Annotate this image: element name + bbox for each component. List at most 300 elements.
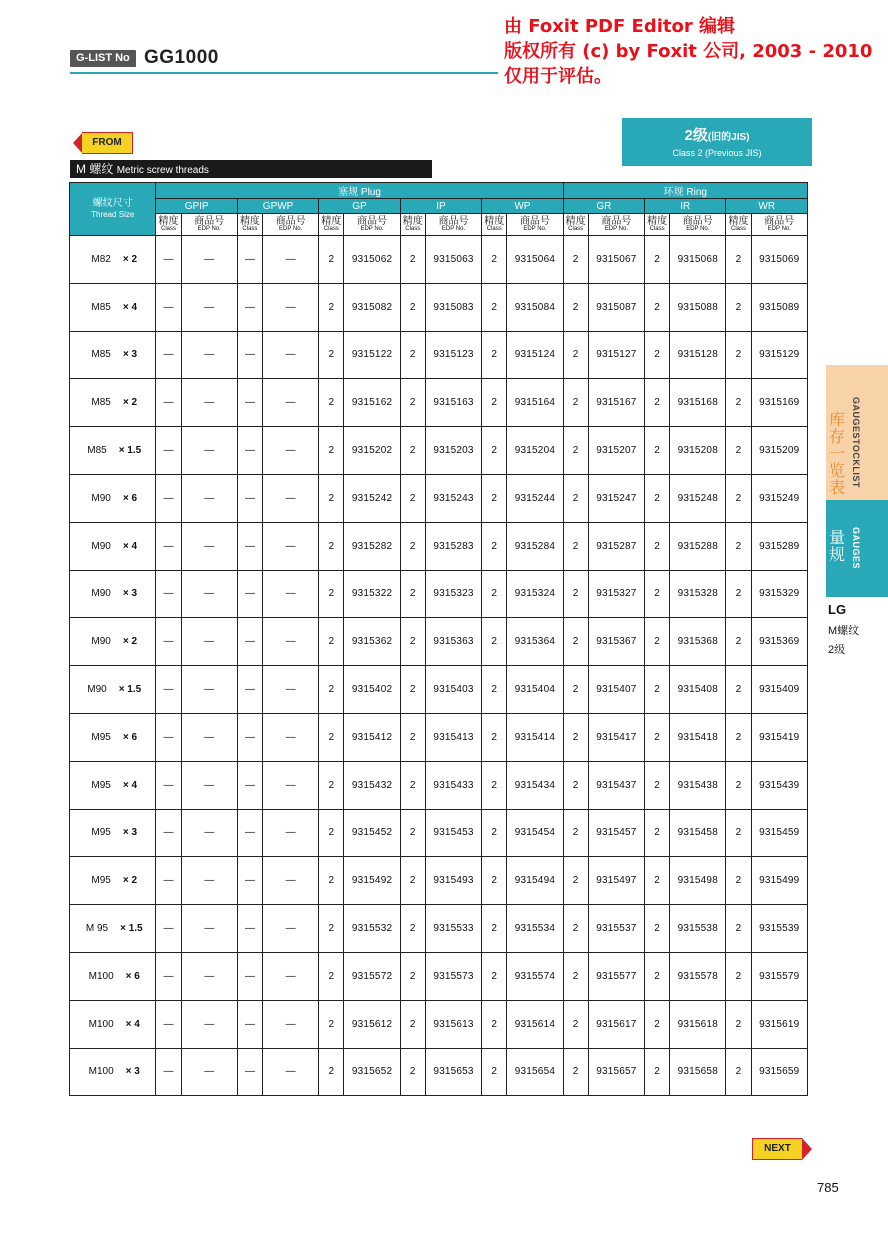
class-cell: 2 xyxy=(319,379,344,427)
class-cell: 2 xyxy=(563,761,588,809)
watermark xyxy=(504,14,872,89)
edp-col-header: 商品号 EDP No. xyxy=(751,214,807,236)
class-cell: 2 xyxy=(400,474,425,522)
edp-cell: 9315659 xyxy=(751,1048,807,1096)
edp-cell: 9315087 xyxy=(588,283,644,331)
empty-cell: — xyxy=(181,809,237,857)
watermark-line1: 由 Foxit PDF Editor 编辑 xyxy=(504,16,736,37)
edp-col-header: 商品号 EDP No. xyxy=(344,214,400,236)
class-cell: 2 xyxy=(563,857,588,905)
edp-cell: 9315129 xyxy=(751,331,807,379)
table-row xyxy=(70,1000,808,1048)
class-cell: 2 xyxy=(482,474,507,522)
class-cell: 2 xyxy=(400,1048,425,1096)
empty-cell: — xyxy=(156,618,181,666)
class-col-header: 精度 Class xyxy=(237,214,262,236)
class-cell: 2 xyxy=(319,905,344,953)
thread-size-cell: M100 × 3 xyxy=(70,1048,156,1096)
empty-cell: — xyxy=(263,283,319,331)
edp-cell: 9315362 xyxy=(344,618,400,666)
empty-cell: — xyxy=(237,666,262,714)
edp-cell: 9315494 xyxy=(507,857,563,905)
table-row xyxy=(70,379,808,427)
class-cell: 2 xyxy=(563,809,588,857)
edp-cell: 9315088 xyxy=(670,283,726,331)
watermark-line3: 仅用于评估。 xyxy=(504,66,612,87)
class-cell: 2 xyxy=(645,283,670,331)
lg-sub-class: 2级 xyxy=(828,644,846,656)
edp-cell: 9315658 xyxy=(670,1048,726,1096)
edp-cell: 9315084 xyxy=(507,283,563,331)
class-cell: 2 xyxy=(319,857,344,905)
side-tab-stock-list-en: GAUGESTOCKLIST xyxy=(851,397,861,488)
class-cell: 2 xyxy=(482,331,507,379)
class-cell: 2 xyxy=(645,427,670,475)
class-cell: 2 xyxy=(482,379,507,427)
edp-cell: 9315064 xyxy=(507,236,563,284)
edp-cell: 9315493 xyxy=(425,857,481,905)
empty-cell: — xyxy=(237,331,262,379)
class-cell: 2 xyxy=(400,761,425,809)
edp-cell: 9315459 xyxy=(751,809,807,857)
empty-cell: — xyxy=(156,427,181,475)
empty-cell: — xyxy=(181,236,237,284)
empty-cell: — xyxy=(156,952,181,1000)
class-cell: 2 xyxy=(645,331,670,379)
empty-cell: — xyxy=(181,1000,237,1048)
edp-cell: 9315579 xyxy=(751,952,807,1000)
class-cell: 2 xyxy=(319,283,344,331)
edp-col-header: 商品号 EDP No. xyxy=(670,214,726,236)
thread-size-cell: M85 × 3 xyxy=(70,331,156,379)
class-cell: 2 xyxy=(563,236,588,284)
edp-cell: 9315368 xyxy=(670,618,726,666)
edp-cell: 9315404 xyxy=(507,666,563,714)
class-cell: 2 xyxy=(645,761,670,809)
empty-cell: — xyxy=(237,1000,262,1048)
page-number: 785 xyxy=(817,1180,839,1195)
edp-cell: 9315327 xyxy=(588,570,644,618)
next-button-label: NEXT xyxy=(752,1138,802,1160)
class-cell: 2 xyxy=(563,474,588,522)
class-cell: 2 xyxy=(726,379,751,427)
class-cell: 2 xyxy=(726,809,751,857)
edp-cell: 9315439 xyxy=(751,761,807,809)
edp-cell: 9315619 xyxy=(751,1000,807,1048)
empty-cell: — xyxy=(181,905,237,953)
class-cell: 2 xyxy=(726,331,751,379)
class-col-header: 精度 Class xyxy=(156,214,181,236)
edp-cell: 9315454 xyxy=(507,809,563,857)
class-col-header: 精度 Class xyxy=(319,214,344,236)
class-cell: 2 xyxy=(645,618,670,666)
thread-size-cell: M90 × 6 xyxy=(70,474,156,522)
empty-cell: — xyxy=(156,905,181,953)
edp-cell: 9315242 xyxy=(344,474,400,522)
empty-cell: — xyxy=(181,1048,237,1096)
class-cell: 2 xyxy=(645,905,670,953)
class-cell: 2 xyxy=(726,1048,751,1096)
edp-cell: 9315127 xyxy=(588,331,644,379)
side-tab-gauges-cn: 量规 xyxy=(829,530,846,564)
edp-cell: 9315068 xyxy=(670,236,726,284)
edp-cell: 9315164 xyxy=(507,379,563,427)
class-cell: 2 xyxy=(400,283,425,331)
edp-cell: 9315433 xyxy=(425,761,481,809)
class-cell: 2 xyxy=(400,713,425,761)
class-cell: 2 xyxy=(400,809,425,857)
edp-cell: 9315534 xyxy=(507,905,563,953)
thread-size-cell: M85 × 4 xyxy=(70,283,156,331)
thread-size-header: 螺纹尺寸 Thread Size xyxy=(70,183,156,236)
edp-cell: 9315329 xyxy=(751,570,807,618)
table-row xyxy=(70,809,808,857)
edp-cell: 9315457 xyxy=(588,809,644,857)
edp-cell: 9315539 xyxy=(751,905,807,953)
class-cell: 2 xyxy=(726,427,751,475)
edp-cell: 9315432 xyxy=(344,761,400,809)
empty-cell: — xyxy=(181,474,237,522)
table-row xyxy=(70,1048,808,1096)
class-cell: 2 xyxy=(645,379,670,427)
edp-cell: 9315614 xyxy=(507,1000,563,1048)
empty-cell: — xyxy=(237,570,262,618)
class-cell: 2 xyxy=(319,618,344,666)
edp-cell: 9315168 xyxy=(670,379,726,427)
class-cell: 2 xyxy=(482,1048,507,1096)
class-cell: 2 xyxy=(400,522,425,570)
class-cell: 2 xyxy=(319,666,344,714)
class-col-header: 精度 Class xyxy=(645,214,670,236)
table-row xyxy=(70,618,808,666)
class-cell: 2 xyxy=(645,713,670,761)
type-header-wp: WP xyxy=(482,199,563,214)
edp-cell: 9315657 xyxy=(588,1048,644,1096)
edp-cell: 9315537 xyxy=(588,905,644,953)
section-title xyxy=(70,160,432,178)
class-cell: 2 xyxy=(400,952,425,1000)
class-cell: 2 xyxy=(726,474,751,522)
edp-cell: 9315578 xyxy=(670,952,726,1000)
empty-cell: — xyxy=(263,713,319,761)
class-cell: 2 xyxy=(400,331,425,379)
table-row xyxy=(70,905,808,953)
thread-size-cell: M90 × 2 xyxy=(70,618,156,666)
empty-cell: — xyxy=(156,666,181,714)
empty-cell: — xyxy=(181,331,237,379)
from-button[interactable] xyxy=(73,132,133,154)
class-cell: 2 xyxy=(726,522,751,570)
edp-cell: 9315532 xyxy=(344,905,400,953)
edp-cell: 9315499 xyxy=(751,857,807,905)
class-cell: 2 xyxy=(726,236,751,284)
edp-cell: 9315434 xyxy=(507,761,563,809)
class-main: 2级 xyxy=(684,127,708,144)
edp-cell: 9315089 xyxy=(751,283,807,331)
table-row xyxy=(70,427,808,475)
edp-cell: 9315453 xyxy=(425,809,481,857)
class-sub: Class 2 (Previous JIS) xyxy=(672,148,762,158)
class-cell: 2 xyxy=(482,427,507,475)
empty-cell: — xyxy=(181,379,237,427)
edp-cell: 9315207 xyxy=(588,427,644,475)
class-col-header: 精度 Class xyxy=(400,214,425,236)
class-cell: 2 xyxy=(319,952,344,1000)
empty-cell: — xyxy=(181,713,237,761)
class-main-paren: (旧的JIS) xyxy=(707,132,750,143)
type-header-wr: WR xyxy=(726,199,808,214)
edp-cell: 9315402 xyxy=(344,666,400,714)
edp-cell: 9315617 xyxy=(588,1000,644,1048)
edp-cell: 9315284 xyxy=(507,522,563,570)
glist-label: G-LIST No xyxy=(70,50,136,67)
edp-cell: 9315573 xyxy=(425,952,481,1000)
class-badge xyxy=(622,118,812,166)
edp-cell: 9315408 xyxy=(670,666,726,714)
empty-cell: — xyxy=(237,905,262,953)
type-header-gp: GP xyxy=(319,199,400,214)
edp-cell: 9315367 xyxy=(588,618,644,666)
table-row xyxy=(70,283,808,331)
glist-number: GG1000 xyxy=(144,47,219,68)
from-button-label: FROM xyxy=(82,132,133,154)
table-row xyxy=(70,761,808,809)
class-cell: 2 xyxy=(319,809,344,857)
class-cell: 2 xyxy=(726,713,751,761)
empty-cell: — xyxy=(237,809,262,857)
class-cell: 2 xyxy=(319,331,344,379)
table-row xyxy=(70,236,808,284)
class-cell: 2 xyxy=(482,522,507,570)
edp-cell: 9315322 xyxy=(344,570,400,618)
class-cell: 2 xyxy=(482,952,507,1000)
watermark-line2: 版权所有 (c) by Foxit 公司, 2003 - 2010 xyxy=(504,41,873,62)
empty-cell: — xyxy=(181,618,237,666)
class-cell: 2 xyxy=(726,952,751,1000)
empty-cell: — xyxy=(156,283,181,331)
empty-cell: — xyxy=(237,236,262,284)
thread-size-cell: M90 × 4 xyxy=(70,522,156,570)
class-cell: 2 xyxy=(400,1000,425,1048)
class-cell: 2 xyxy=(645,522,670,570)
empty-cell: — xyxy=(237,761,262,809)
thread-size-cell: M100 × 6 xyxy=(70,952,156,1000)
edp-cell: 9315492 xyxy=(344,857,400,905)
edp-cell: 9315418 xyxy=(670,713,726,761)
empty-cell: — xyxy=(263,427,319,475)
edp-cell: 9315612 xyxy=(344,1000,400,1048)
next-button[interactable] xyxy=(752,1138,814,1160)
class-cell: 2 xyxy=(645,809,670,857)
class-cell: 2 xyxy=(726,283,751,331)
edp-cell: 9315613 xyxy=(425,1000,481,1048)
type-header-gpip: GPIP xyxy=(156,199,237,214)
thread-size-cell: M90 × 1.5 xyxy=(70,666,156,714)
empty-cell: — xyxy=(156,1000,181,1048)
edp-cell: 9315083 xyxy=(425,283,481,331)
class-cell: 2 xyxy=(645,952,670,1000)
edp-cell: 9315652 xyxy=(344,1048,400,1096)
class-cell: 2 xyxy=(563,1000,588,1048)
class-cell: 2 xyxy=(319,570,344,618)
edp-cell: 9315409 xyxy=(751,666,807,714)
edp-cell: 9315244 xyxy=(507,474,563,522)
thread-size-cell: M 95 × 1.5 xyxy=(70,905,156,953)
empty-cell: — xyxy=(181,761,237,809)
edp-cell: 9315203 xyxy=(425,427,481,475)
empty-cell: — xyxy=(181,857,237,905)
empty-cell: — xyxy=(181,522,237,570)
edp-cell: 9315324 xyxy=(507,570,563,618)
edp-cell: 9315458 xyxy=(670,809,726,857)
edp-cell: 9315414 xyxy=(507,713,563,761)
edp-cell: 9315243 xyxy=(425,474,481,522)
edp-cell: 9315209 xyxy=(751,427,807,475)
class-cell: 2 xyxy=(482,809,507,857)
empty-cell: — xyxy=(263,952,319,1000)
edp-cell: 9315067 xyxy=(588,236,644,284)
edp-cell: 9315618 xyxy=(670,1000,726,1048)
edp-cell: 9315412 xyxy=(344,713,400,761)
thread-size-cell: M90 × 3 xyxy=(70,570,156,618)
empty-cell: — xyxy=(237,427,262,475)
empty-cell: — xyxy=(156,236,181,284)
empty-cell: — xyxy=(263,1000,319,1048)
empty-cell: — xyxy=(156,857,181,905)
class-col-header: 精度 Class xyxy=(563,214,588,236)
empty-cell: — xyxy=(156,331,181,379)
edp-col-header: 商品号 EDP No. xyxy=(181,214,237,236)
thread-size-cell: M95 × 2 xyxy=(70,857,156,905)
class-cell: 2 xyxy=(482,857,507,905)
edp-cell: 9315363 xyxy=(425,618,481,666)
class-cell: 2 xyxy=(482,236,507,284)
class-cell: 2 xyxy=(726,570,751,618)
class-cell: 2 xyxy=(400,618,425,666)
class-cell: 2 xyxy=(482,1000,507,1048)
edp-cell: 9315533 xyxy=(425,905,481,953)
thread-size-cell: M85 × 1.5 xyxy=(70,427,156,475)
class-cell: 2 xyxy=(563,1048,588,1096)
empty-cell: — xyxy=(156,809,181,857)
class-cell: 2 xyxy=(645,474,670,522)
class-col-header: 精度 Class xyxy=(726,214,751,236)
header-divider xyxy=(70,72,498,74)
class-cell: 2 xyxy=(563,522,588,570)
class-cell: 2 xyxy=(400,857,425,905)
class-cell: 2 xyxy=(726,857,751,905)
edp-cell: 9315288 xyxy=(670,522,726,570)
empty-cell: — xyxy=(263,379,319,427)
edp-cell: 9315574 xyxy=(507,952,563,1000)
edp-cell: 9315413 xyxy=(425,713,481,761)
class-cell: 2 xyxy=(319,761,344,809)
edp-cell: 9315407 xyxy=(588,666,644,714)
edp-cell: 9315328 xyxy=(670,570,726,618)
class-cell: 2 xyxy=(563,331,588,379)
lg-sub-thread: M螺纹 xyxy=(828,625,860,637)
empty-cell: — xyxy=(237,522,262,570)
class-cell: 2 xyxy=(482,570,507,618)
thread-size-cell: M85 × 2 xyxy=(70,379,156,427)
edp-cell: 9315437 xyxy=(588,761,644,809)
empty-cell: — xyxy=(181,283,237,331)
table-row xyxy=(70,666,808,714)
class-cell: 2 xyxy=(400,905,425,953)
class-cell: 2 xyxy=(319,522,344,570)
class-cell: 2 xyxy=(726,1000,751,1048)
edp-cell: 9315654 xyxy=(507,1048,563,1096)
class-cell: 2 xyxy=(563,952,588,1000)
thread-size-cell: M95 × 4 xyxy=(70,761,156,809)
table-row xyxy=(70,522,808,570)
empty-cell: — xyxy=(237,474,262,522)
lg-label: LG xyxy=(828,602,847,617)
empty-cell: — xyxy=(156,570,181,618)
empty-cell: — xyxy=(181,570,237,618)
class-cell: 2 xyxy=(319,427,344,475)
empty-cell: — xyxy=(263,857,319,905)
edp-cell: 9315403 xyxy=(425,666,481,714)
empty-cell: — xyxy=(263,1048,319,1096)
class-col-header: 精度 Class xyxy=(482,214,507,236)
class-cell: 2 xyxy=(319,713,344,761)
class-cell: 2 xyxy=(726,761,751,809)
section-title-cn: M 螺纹 xyxy=(76,162,114,176)
edp-col-header: 商品号 EDP No. xyxy=(263,214,319,236)
table-row xyxy=(70,570,808,618)
side-tab-gauges-en: GAUGES xyxy=(851,527,861,570)
class-cell: 2 xyxy=(563,905,588,953)
thread-size-cell: M95 × 6 xyxy=(70,713,156,761)
edp-cell: 9315208 xyxy=(670,427,726,475)
edp-col-header: 商品号 EDP No. xyxy=(588,214,644,236)
arrow-right-icon xyxy=(802,1138,812,1160)
empty-cell: — xyxy=(237,618,262,666)
thread-size-cell: M100 × 4 xyxy=(70,1000,156,1048)
class-cell: 2 xyxy=(563,379,588,427)
class-cell: 2 xyxy=(645,1000,670,1048)
edp-cell: 9315204 xyxy=(507,427,563,475)
class-cell: 2 xyxy=(319,1000,344,1048)
side-tab-stock-list-cn: 库存一览表 xyxy=(829,412,846,497)
type-header-ir: IR xyxy=(645,199,726,214)
edp-cell: 9315062 xyxy=(344,236,400,284)
empty-cell: — xyxy=(156,1048,181,1096)
empty-cell: — xyxy=(263,236,319,284)
edp-cell: 9315369 xyxy=(751,618,807,666)
edp-cell: 9315364 xyxy=(507,618,563,666)
edp-cell: 9315452 xyxy=(344,809,400,857)
empty-cell: — xyxy=(156,761,181,809)
empty-cell: — xyxy=(237,1048,262,1096)
class-cell: 2 xyxy=(400,666,425,714)
edp-cell: 9315063 xyxy=(425,236,481,284)
edp-cell: 9315128 xyxy=(670,331,726,379)
class-cell: 2 xyxy=(400,379,425,427)
edp-cell: 9315069 xyxy=(751,236,807,284)
edp-cell: 9315323 xyxy=(425,570,481,618)
empty-cell: — xyxy=(237,379,262,427)
edp-cell: 9315653 xyxy=(425,1048,481,1096)
thread-size-cell: M95 × 3 xyxy=(70,809,156,857)
edp-cell: 9315282 xyxy=(344,522,400,570)
class-cell: 2 xyxy=(482,666,507,714)
empty-cell: — xyxy=(156,379,181,427)
edp-col-header: 商品号 EDP No. xyxy=(425,214,481,236)
edp-cell: 9315498 xyxy=(670,857,726,905)
class-cell: 2 xyxy=(400,427,425,475)
